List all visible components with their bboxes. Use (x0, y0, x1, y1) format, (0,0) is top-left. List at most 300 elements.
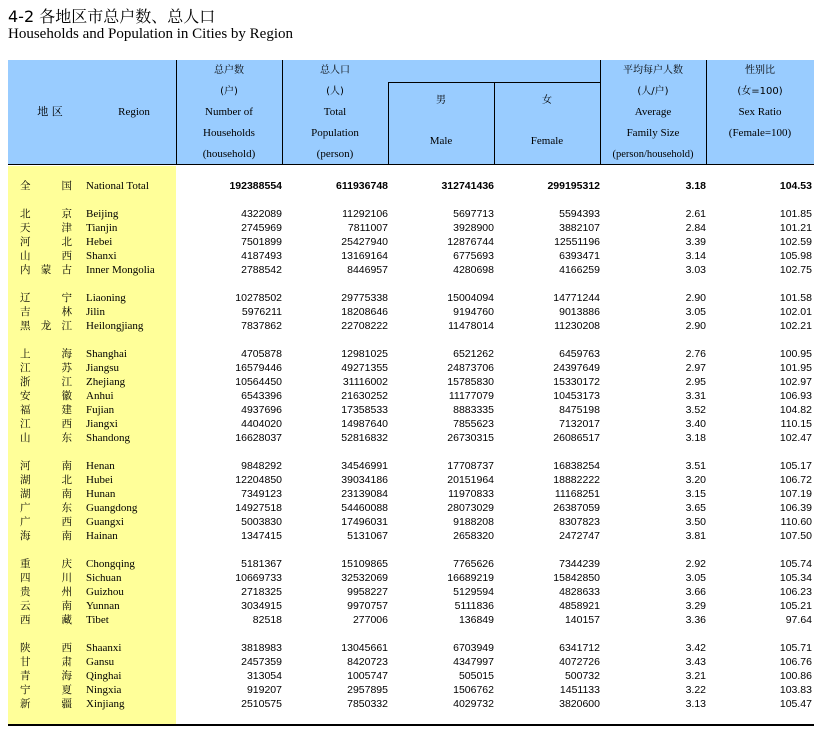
header-households-cn: 总户数 (214, 65, 244, 76)
female-cell: 26086517 (553, 432, 600, 444)
header-family-size-en2: Family Size (626, 127, 680, 139)
header-divider (388, 82, 389, 164)
table-body (8, 166, 814, 726)
table-row (8, 571, 814, 585)
households-cell: 14927518 (235, 502, 282, 514)
households-cell: 1347415 (241, 530, 282, 542)
sex-ratio-cell: 106.93 (779, 390, 812, 402)
table-row (8, 361, 814, 375)
male-cell: 11177079 (448, 390, 494, 402)
region-cn-cell: 河 北 (20, 236, 72, 248)
female-cell: 4828633 (559, 586, 600, 598)
header-sex-ratio-en1: Sex Ratio (738, 106, 782, 118)
female-cell: 15842850 (553, 572, 600, 584)
households-cell: 4187493 (241, 250, 282, 262)
family-size-cell: 3.50 (685, 516, 706, 528)
female-cell: 140157 (564, 614, 600, 626)
region-cn-cell: 福 建 (20, 404, 72, 416)
region-cn-cell: 湖 南 (20, 488, 72, 500)
region-cn-cell: 河 南 (20, 460, 72, 472)
family-size-cell: 3.39 (685, 236, 706, 248)
table-row (8, 585, 814, 599)
sex-ratio-cell: 104.82 (779, 404, 812, 416)
sex-ratio-cell: 102.59 (779, 236, 812, 248)
table-row (8, 179, 814, 193)
male-cell: 11970833 (448, 488, 494, 500)
region-en-cell: Beijing (86, 208, 119, 220)
region-en-cell: Inner Mongolia (86, 264, 155, 276)
region-cn-cell: 江 西 (20, 418, 72, 430)
female-cell: 1451133 (559, 684, 600, 696)
region-cn-cell: 重 庆 (20, 558, 72, 570)
table-row (8, 403, 814, 417)
header-female-cn: 女 (542, 95, 552, 106)
family-size-cell: 3.03 (685, 264, 706, 276)
header-sex-ratio-cn: 性别比 (745, 65, 775, 76)
table-row (8, 291, 814, 305)
region-en-cell: Guangxi (86, 516, 124, 528)
sex-ratio-cell: 106.23 (779, 586, 812, 598)
sex-ratio-cell: 102.21 (779, 320, 812, 332)
region-en-cell: Henan (86, 460, 115, 472)
male-cell: 1506762 (453, 684, 494, 696)
table-row (8, 599, 814, 613)
population-cell: 31116002 (342, 376, 388, 388)
male-cell: 6775693 (453, 250, 494, 262)
male-cell: 12876744 (447, 236, 494, 248)
family-size-cell: 3.05 (685, 306, 706, 318)
households-cell: 2745969 (241, 222, 282, 234)
population-cell: 21630252 (341, 390, 388, 402)
family-size-cell: 3.43 (685, 656, 706, 668)
table-row (8, 221, 814, 235)
female-cell: 7344239 (559, 558, 600, 570)
table-row (8, 263, 814, 277)
region-en-cell: Tibet (86, 614, 109, 626)
population-cell: 34546991 (341, 460, 388, 472)
table-row (8, 389, 814, 403)
family-size-cell: 2.61 (685, 208, 706, 220)
population-cell: 5131067 (347, 530, 388, 542)
households-cell: 10278502 (235, 292, 282, 304)
region-cn-cell: 全 国 (20, 180, 72, 192)
region-cn-cell: 辽 宁 (20, 292, 72, 304)
households-cell: 4705878 (241, 348, 282, 360)
region-cn-cell: 上 海 (20, 348, 72, 360)
header-female-en: Female (530, 135, 564, 147)
family-size-cell: 3.52 (685, 404, 706, 416)
table-header (8, 60, 814, 164)
population-cell: 2957895 (347, 684, 388, 696)
female-cell: 12551196 (554, 236, 600, 248)
family-size-cell: 3.81 (685, 530, 706, 542)
male-cell: 15785830 (447, 376, 494, 388)
region-cn-cell: 浙 江 (20, 376, 72, 388)
region-en-cell: Guizhou (86, 586, 124, 598)
region-en-cell: Yunnan (86, 600, 120, 612)
title-en: Households and Population in Cities by Region (8, 26, 293, 42)
female-cell: 500732 (564, 670, 600, 682)
male-cell: 505015 (458, 670, 494, 682)
family-size-cell: 3.31 (685, 390, 706, 402)
table-row (8, 207, 814, 221)
family-size-cell: 3.29 (685, 600, 706, 612)
region-en-cell: Tianjin (86, 222, 118, 234)
region-cn-cell: 内蒙古 (20, 264, 72, 276)
sex-ratio-cell: 100.86 (779, 670, 812, 682)
sex-ratio-cell: 102.75 (779, 264, 812, 276)
male-cell: 4029732 (453, 698, 494, 710)
male-cell: 28073029 (447, 502, 494, 514)
family-size-cell: 3.05 (685, 572, 706, 584)
region-cn-cell: 吉 林 (20, 306, 72, 318)
family-size-cell: 3.18 (685, 180, 706, 192)
table-bottom-rule (8, 724, 814, 726)
households-cell: 919207 (246, 684, 282, 696)
male-cell: 17708737 (447, 460, 494, 472)
sex-ratio-cell: 105.21 (779, 600, 812, 612)
title-cn: 4-2 各地区市总户数、总人口 (8, 7, 216, 26)
households-cell: 7349123 (241, 488, 282, 500)
header-population-unit: (人) (326, 86, 344, 97)
region-cn-cell: 四 川 (20, 572, 72, 584)
male-cell: 15004094 (447, 292, 494, 304)
region-cn-cell: 天 津 (20, 222, 72, 234)
region-cn-cell: 广 东 (20, 502, 72, 514)
households-cell: 2718325 (241, 586, 282, 598)
family-size-cell: 3.20 (685, 474, 706, 486)
table-row (8, 515, 814, 529)
header-sex-ratio-en2: (Female=100) (728, 127, 792, 139)
households-cell: 4404020 (241, 418, 282, 430)
header-households-unit: (户) (220, 86, 238, 97)
region-cn-cell: 贵 州 (20, 586, 72, 598)
population-cell: 13169164 (341, 250, 388, 262)
male-cell: 26730315 (447, 432, 494, 444)
header-households (176, 60, 282, 165)
households-cell: 4937696 (241, 404, 282, 416)
male-cell: 11478014 (448, 320, 494, 332)
header-divider (494, 82, 495, 164)
family-size-cell: 2.97 (685, 362, 706, 374)
households-cell: 6543396 (241, 390, 282, 402)
sex-ratio-cell: 102.47 (779, 432, 812, 444)
region-en-cell: Fujian (86, 404, 115, 416)
female-cell: 15330172 (553, 376, 600, 388)
sex-ratio-cell: 103.83 (779, 684, 812, 696)
male-cell: 5129594 (453, 586, 494, 598)
households-cell: 5003830 (241, 516, 282, 528)
population-cell: 17496031 (341, 516, 388, 528)
households-cell: 12204850 (235, 474, 282, 486)
table-row (8, 431, 814, 445)
population-cell: 29775338 (341, 292, 388, 304)
households-cell: 82518 (252, 614, 282, 626)
header-households-en3: (household) (202, 148, 256, 160)
sex-ratio-cell: 107.50 (779, 530, 812, 542)
population-cell: 7811007 (347, 222, 388, 234)
table-row (8, 375, 814, 389)
female-cell: 24397649 (553, 362, 600, 374)
header-family-size-en1: Average (634, 106, 672, 118)
population-cell: 12981025 (341, 348, 388, 360)
region-cn-cell: 山 西 (20, 250, 72, 262)
male-cell: 4347997 (453, 656, 494, 668)
header-sex-ratio-unit: (女=100) (737, 86, 783, 97)
family-size-cell: 2.95 (685, 376, 706, 388)
sex-ratio-cell: 105.34 (779, 572, 812, 584)
header-households-en1: Number of (205, 106, 253, 118)
region-en-cell: Liaoning (86, 292, 126, 304)
header-population-en1: Total (323, 106, 347, 118)
female-cell: 2472747 (559, 530, 600, 542)
family-size-cell: 3.18 (685, 432, 706, 444)
region-en-cell: Gansu (86, 656, 115, 668)
region-cn-cell: 海 南 (20, 530, 72, 542)
female-cell: 8475198 (559, 404, 600, 416)
households-cell: 16579446 (235, 362, 282, 374)
households-cell: 10564450 (235, 376, 282, 388)
male-cell: 4280698 (453, 264, 494, 276)
region-en-cell: Jiangxi (86, 418, 118, 430)
family-size-cell: 3.65 (685, 502, 706, 514)
sex-ratio-cell: 101.85 (779, 208, 812, 220)
households-cell: 4322089 (241, 208, 282, 220)
family-size-cell: 2.90 (685, 292, 706, 304)
female-cell: 299195312 (547, 180, 600, 192)
region-en-cell: Chongqing (86, 558, 135, 570)
region-cn-cell: 青 海 (20, 670, 72, 682)
region-en-cell: Hainan (86, 530, 118, 542)
table-row (8, 529, 814, 543)
header-divider (388, 82, 600, 83)
male-cell: 20151964 (447, 474, 494, 486)
table-row (8, 487, 814, 501)
households-cell: 7837862 (241, 320, 282, 332)
region-cn-cell: 广 西 (20, 516, 72, 528)
table-row (8, 305, 814, 319)
table-row (8, 501, 814, 515)
male-cell: 5111836 (454, 600, 494, 612)
family-size-cell: 3.66 (685, 586, 706, 598)
sex-ratio-cell: 102.01 (779, 306, 812, 318)
header-households-en2: Households (203, 127, 255, 139)
family-size-cell: 3.22 (685, 684, 706, 696)
region-en-cell: National Total (86, 180, 149, 192)
region-cn-cell: 宁 夏 (20, 684, 72, 696)
table-row (8, 235, 814, 249)
table-row (8, 473, 814, 487)
population-cell: 8446957 (347, 264, 388, 276)
male-cell: 7765626 (453, 558, 494, 570)
male-cell: 3928900 (453, 222, 494, 234)
population-cell: 25427940 (341, 236, 388, 248)
sex-ratio-cell: 106.76 (779, 656, 812, 668)
male-cell: 2658320 (453, 530, 494, 542)
female-cell: 4072726 (559, 656, 600, 668)
male-cell: 312741436 (441, 180, 494, 192)
households-cell: 7501899 (241, 236, 282, 248)
female-cell: 9013886 (559, 306, 600, 318)
sex-ratio-cell: 105.17 (779, 460, 812, 472)
header-population (282, 60, 388, 165)
region-cn-cell: 甘 肃 (20, 656, 72, 668)
female-cell: 26387059 (553, 502, 600, 514)
population-cell: 13045661 (341, 642, 388, 654)
male-cell: 9194760 (453, 306, 494, 318)
family-size-cell: 2.90 (685, 320, 706, 332)
region-cn-cell: 新 疆 (20, 698, 72, 710)
family-size-cell: 3.36 (685, 614, 706, 626)
sex-ratio-cell: 104.53 (779, 180, 812, 192)
table-row (8, 697, 814, 711)
population-cell: 611936748 (336, 180, 388, 192)
region-cn-cell: 山 东 (20, 432, 72, 444)
sex-ratio-cell: 110.60 (780, 516, 812, 528)
region-en-cell: Hubei (86, 474, 113, 486)
header-family-size-unit: (人/户) (637, 86, 669, 97)
family-size-cell: 3.15 (685, 488, 706, 500)
population-cell: 1005747 (347, 670, 388, 682)
table-row (8, 613, 814, 627)
region-en-cell: Jiangsu (86, 362, 119, 374)
population-cell: 8420723 (347, 656, 388, 668)
households-cell: 3818983 (241, 642, 282, 654)
female-cell: 10453173 (553, 390, 600, 402)
region-cn-cell: 北 京 (20, 208, 72, 220)
region-en-cell: Shaanxi (86, 642, 122, 654)
sex-ratio-cell: 105.98 (779, 250, 812, 262)
region-cn-cell: 湖 北 (20, 474, 72, 486)
female-cell: 8307823 (559, 516, 600, 528)
population-cell: 7850332 (347, 698, 388, 710)
female-cell: 16838254 (553, 460, 600, 472)
population-cell: 17358533 (341, 404, 388, 416)
population-cell: 9958227 (347, 586, 388, 598)
female-cell: 14771244 (553, 292, 600, 304)
sex-ratio-cell: 97.64 (785, 614, 812, 626)
family-size-cell: 3.13 (685, 698, 706, 710)
table-row (8, 641, 814, 655)
region-en-cell: Jilin (86, 306, 105, 318)
households-cell: 2510575 (241, 698, 282, 710)
population-cell: 32532069 (341, 572, 388, 584)
male-cell: 9188208 (453, 516, 494, 528)
sex-ratio-cell: 105.47 (779, 698, 812, 710)
population-cell: 18208646 (341, 306, 388, 318)
table-row (8, 417, 814, 431)
region-en-cell: Ningxia (86, 684, 122, 696)
header-population-en3: (person) (316, 148, 354, 160)
sex-ratio-cell: 101.95 (779, 362, 812, 374)
male-cell: 6521262 (453, 348, 494, 360)
region-cn-cell: 云 南 (20, 600, 72, 612)
region-en-cell: Hunan (86, 488, 116, 500)
sex-ratio-cell: 105.74 (779, 558, 812, 570)
header-divider (282, 60, 283, 164)
male-cell: 136849 (458, 614, 494, 626)
sex-ratio-cell: 107.19 (779, 488, 812, 500)
table-row (8, 319, 814, 333)
population-cell: 277006 (352, 614, 388, 626)
family-size-cell: 3.14 (685, 250, 706, 262)
region-en-cell: Zhejiang (86, 376, 126, 388)
region-cn-cell: 江 苏 (20, 362, 72, 374)
header-region-en: Region (118, 106, 150, 118)
female-cell: 3820600 (559, 698, 600, 710)
households-cell: 5181367 (241, 558, 282, 570)
region-en-cell: Shandong (86, 432, 130, 444)
table-row (8, 459, 814, 473)
female-cell: 5594393 (559, 208, 600, 220)
male-cell: 8883335 (453, 404, 494, 416)
households-cell: 16628037 (235, 432, 282, 444)
header-population-en2: Population (311, 127, 359, 139)
header-female (494, 82, 600, 164)
households-cell: 313054 (246, 670, 282, 682)
header-male (388, 82, 494, 164)
households-cell: 9848292 (241, 460, 282, 472)
family-size-cell: 2.92 (685, 558, 706, 570)
region-cn-cell: 黑龙江 (20, 320, 72, 332)
header-family-size-cn: 平均每户人数 (623, 65, 683, 76)
family-size-cell: 3.40 (685, 418, 706, 430)
female-cell: 3882107 (559, 222, 600, 234)
households-cell: 10669733 (235, 572, 282, 584)
female-cell: 6393471 (559, 250, 600, 262)
female-cell: 7132017 (559, 418, 600, 430)
region-en-cell: Heilongjiang (86, 320, 144, 332)
header-divider (706, 60, 707, 164)
family-size-cell: 3.42 (685, 642, 706, 654)
region-en-cell: Shanxi (86, 250, 117, 262)
population-cell: 54460088 (341, 502, 388, 514)
sex-ratio-cell: 106.39 (779, 502, 812, 514)
table-row (8, 683, 814, 697)
population-cell: 49271355 (341, 362, 388, 374)
table-row (8, 669, 814, 683)
table-row (8, 249, 814, 263)
sex-ratio-cell: 105.71 (779, 642, 812, 654)
sex-ratio-cell: 102.97 (779, 376, 812, 388)
male-cell: 16689219 (447, 572, 494, 584)
header-region-cn: 地 区 (37, 105, 63, 118)
population-cell: 11292106 (342, 208, 388, 220)
region-cn-cell: 安 徽 (20, 390, 72, 402)
households-cell: 5976211 (241, 306, 282, 318)
female-cell: 6459763 (559, 348, 600, 360)
region-en-cell: Guangdong (86, 502, 138, 514)
family-size-cell: 2.76 (685, 348, 706, 360)
male-cell: 6703949 (453, 642, 494, 654)
table-row (8, 655, 814, 669)
header-sex-ratio (706, 60, 814, 144)
male-cell: 5697713 (453, 208, 494, 220)
region-cn-cell: 西 藏 (20, 614, 72, 626)
sex-ratio-cell: 110.15 (780, 418, 812, 430)
family-size-cell: 3.21 (685, 670, 706, 682)
female-cell: 11168251 (554, 488, 600, 500)
population-cell: 9970757 (347, 600, 388, 612)
sex-ratio-cell: 100.95 (779, 348, 812, 360)
region-cn-cell: 陕 西 (20, 642, 72, 654)
female-cell: 6341712 (559, 642, 600, 654)
households-cell: 2457359 (241, 656, 282, 668)
family-size-cell: 3.51 (685, 460, 706, 472)
table-row (8, 347, 814, 361)
households-cell: 192388554 (229, 180, 282, 192)
family-size-cell: 2.84 (685, 222, 706, 234)
